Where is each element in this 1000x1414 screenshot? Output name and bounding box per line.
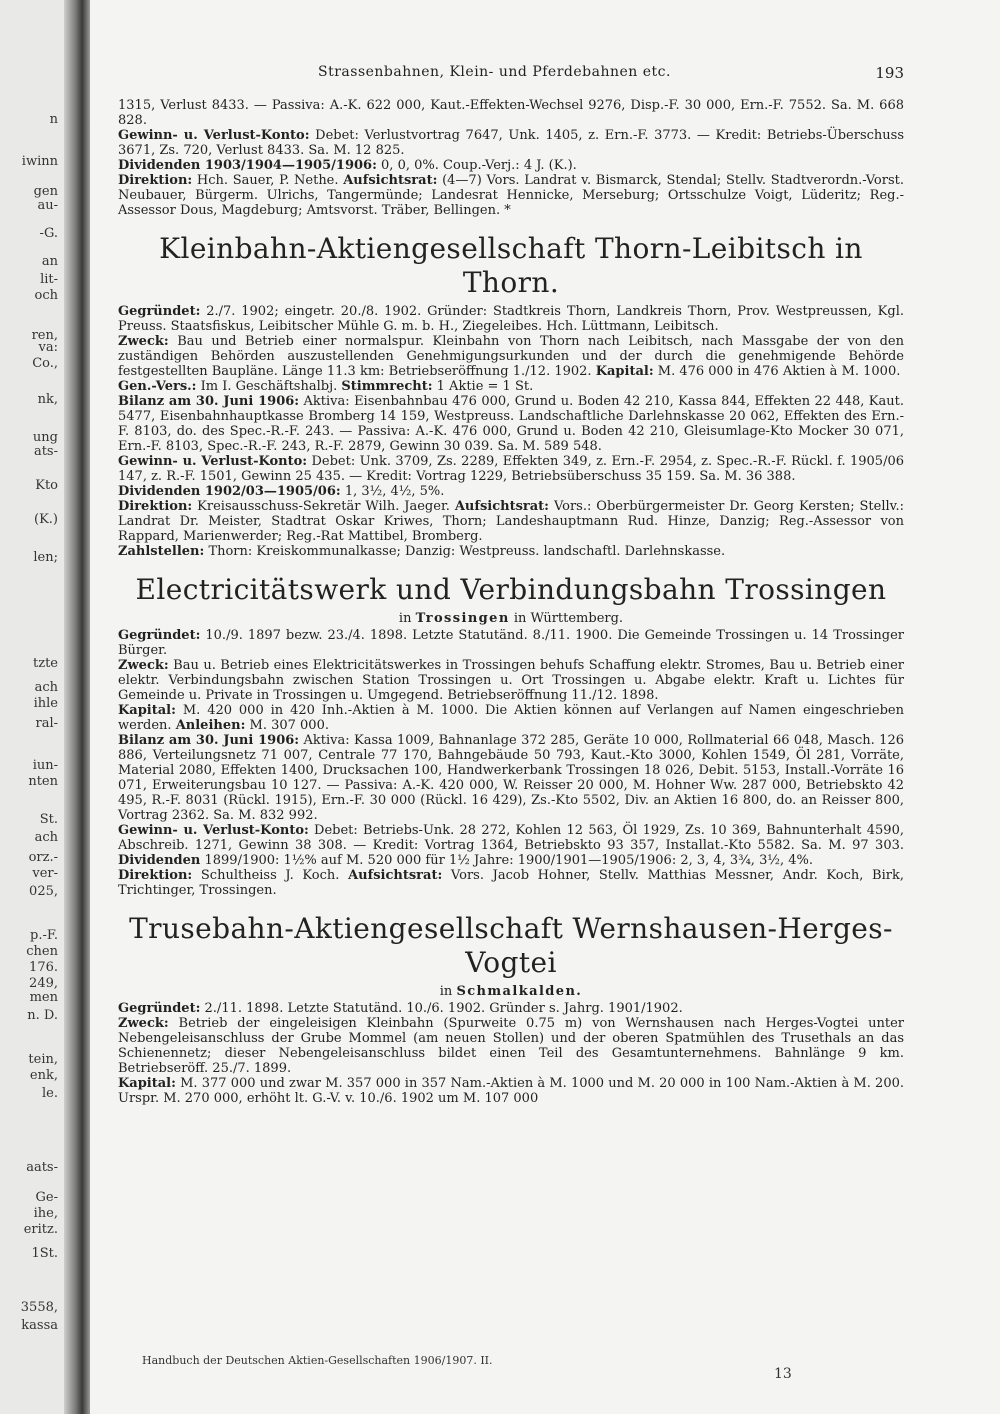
margin-fragment: 3558, [20, 1300, 58, 1315]
facing-page-fragments [0, 0, 62, 1414]
paragraph: Direktion: Kreisausschuss-Sekretär Wilh. Jaeger. Aufsichtsrat: Vors.: Oberbürgermeister Dr. Georg Kersten; Stellv.: Landrat Dr. Meister, Stadtrat Oskar Kriwes, Thorn; Landeshauptmann Rud. Hinze, Danzig; Reg.-Assessor von Rappard, Marienwerder; Reg.-Rat Mattibel, Bromberg. [118, 499, 904, 544]
margin-fragment: ung [32, 430, 58, 445]
margin-fragment: St. [39, 812, 58, 827]
margin-fragment: iun- [32, 758, 58, 773]
margin-fragment: men [29, 990, 58, 1005]
margin-fragment: Ge- [35, 1190, 58, 1205]
margin-fragment: 249, [29, 976, 58, 991]
page [118, 0, 906, 1414]
page-number: 193 [875, 64, 904, 82]
margin-fragment: kassa [21, 1318, 58, 1333]
margin-fragment: 1St. [31, 1246, 58, 1261]
margin-fragment: ats- [33, 444, 58, 459]
margin-fragment: p.-F. [30, 928, 58, 943]
margin-fragment: an [41, 254, 58, 269]
paragraph: Kapital: M. 420 000 in 420 Inh.-Aktien à M. 1000. Die Aktien können auf Verlangen auf Namen eingeschrieben werden. Anleihen: M. 307 000. [118, 703, 904, 733]
margin-fragment: iwinn [21, 154, 58, 169]
margin-fragment: -G. [39, 226, 58, 241]
margin-fragment: ihle [33, 696, 58, 711]
paragraph: Direktion: Schultheiss J. Koch. Aufsichtsrat: Vors. Jacob Hohner, Stellv. Matthias Messner, Andr. Koch, Birk, Trichtinger, Trossingen. [118, 868, 904, 898]
margin-fragment: n [49, 112, 58, 127]
margin-fragment: chen [26, 944, 58, 959]
margin-fragment: nten [28, 774, 58, 789]
paragraph: Gegründet: 10./9. 1897 bezw. 23./4. 1898. Letzte Statutänd. 8./11. 1900. Die Gemeinde Trossingen u. 14 Trossinger Bürger. [118, 628, 905, 658]
paragraph: Gewinn- u. Verlust-Konto: Debet: Verlustvortrag 7647, Unk. 1405, z. Ern.-F. 3773. — Kredit: Betriebs-Überschuss 3671, Zs. 720, Verlust 8433. Sa. M. 12 825. [118, 128, 904, 158]
margin-fragment: orz.- [28, 850, 58, 865]
paragraph: Bilanz am 30. Juni 1906: Aktiva: Kassa 1009, Bahnanlage 372 285, Geräte 10 000, Rollmaterial 66 048, Masch. 126 886, Verteilungsnetz 71 007, Centrale 77 170, Bahngebäude 50 793, Kaut.-Kto 3000, Kohlen 1549, Öl 281, Vorräte, Material 2080, Effekten 1400, Drucksachen 100, Handwerkerbank Trossingen 18 026, Debit. 5153, Install.-Vorräte 16 071, Erweiterungsbau 10 127. — Passiva: A.-K. 420 000, W. Reisser 20 000, M. Hohner Ww. 287 000, Betriebskto 42 495, R.-F. 8031 (Rückl. 1915), Ern.-F. 30 000 (Rückl. 16 429), Zs.-Kto 5502, Div. an Aktien 16 800, do. an Reisser 800, Vortrag 2362. Sa. M. 832 992. [118, 733, 904, 823]
margin-fragment: nk, [37, 392, 58, 407]
paragraph: Gegründet: 2./11. 1898. Letzte Statutänd. 10./6. 1902. Gründer s. Jahrg. 1901/1902. [118, 1001, 683, 1016]
paragraph: Zweck: Bau und Betrieb einer normalspur. Kleinbahn von Thorn nach Leibitsch, nach Massgabe der von den zuständigen Behörden auszustellenden Genehmigungsurkunden und der durch die genehmigende Behörde festgestellten Baupläne. Länge 11.3 km: Betriebseröffnung 1./12. 1902. Kapital: M. 476 000 in 476 Aktien à M. 1000. [118, 334, 904, 379]
margin-fragment: lit- [40, 272, 58, 287]
paragraph: Gewinn- u. Verlust-Konto: Debet: Unk. 3709, Zs. 2289, Effekten 349, z. Ern.-F. 2954, z. Spec.-R.-F. Rückl. f. 1905/06 147, z. R.-F. 1501, Gewinn 25 435. — Kredit: Vortrag 1229, Betriebsüberschuss 35 159. Sa. M. 36 388. [118, 454, 904, 484]
section-title: Trusebahn-Aktiengesellschaft Wernshausen-Herges-Vogtei [129, 912, 893, 979]
running-title: Strassenbahnen, Klein- und Pferdebahnen etc. [318, 64, 671, 80]
section-title: Kleinbahn-Aktiengesellschaft Thorn-Leibitsch in Thorn. [159, 232, 863, 299]
margin-fragment: eritz. [23, 1222, 58, 1237]
paragraph: Gegründet: 2./7. 1902; eingetr. 20./8. 1902. Gründer: Stadtkreis Thorn, Landkreis Thorn, Prov. Westpreussen, Kgl. Preuss. Staatsfiskus, Leibitscher Mühle G. m. b. H., Ziegeleibes. Hch. Lüttmann, Leibitsch. [118, 304, 904, 334]
margin-fragment: tzte [33, 656, 58, 671]
margin-fragment: tein, [28, 1052, 58, 1067]
margin-fragment: ach [34, 830, 58, 845]
paragraph: Zweck: Betrieb der eingeleisigen Kleinbahn (Spurweite 0.75 m) von Wernshausen nach Herges-Vogtei unter Nebengeleisanschluss der Grube Mommel (am neuen Stollen) und der oberen Spatmühlen des Trusethals an das Schienennetz; dieser Nebengeleisanschluss bildet einen Teil des Gesamtunternehmens. Bahnlänge 9 km. Betriebseröff. 25./7. 1899. [118, 1016, 904, 1076]
section-subtitle: in Schmalkalden. [439, 984, 583, 999]
margin-fragment: ral- [35, 716, 58, 731]
paragraph: Dividenden 1902/03—1905/06: 1, 3½, 4½, 5%. [118, 484, 445, 499]
footer-text: Handbuch der Deutschen Aktien-Gesellschaften 1906/1907. II. [142, 1354, 493, 1367]
margin-fragment: n. D. [27, 1008, 58, 1023]
margin-fragment: enk, [29, 1068, 58, 1083]
section-subtitle: in Trossingen in Württemberg. [398, 611, 624, 626]
margin-fragment: 025, [29, 884, 58, 899]
margin-fragment: ren, [31, 328, 58, 343]
margin-fragment: ver- [32, 866, 58, 881]
margin-fragment: len; [33, 550, 58, 565]
margin-fragment: Co., [32, 356, 58, 371]
paragraph: Zweck: Bau u. Betrieb eines Elektricitätswerkes in Trossingen behufs Schaffung elektr. Stromes, Bau u. Betrieb einer elektr. Verbindungsbahn zwischen Station Trossingen u. Ort Trossingen u. Abgabe elektr. Kraft u. Lichtes für Gemeinde u. Private in Trossingen u. Umgegend. Betriebseröffnung 11./12. 1898. [118, 658, 904, 703]
margin-fragment: gen [33, 184, 58, 199]
margin-fragment: (K.) [34, 512, 58, 527]
margin-fragment: va: [38, 340, 58, 355]
section-title: Electricitätswerk und Verbindungsbahn Trossingen [135, 573, 887, 606]
signature-mark: 13 [774, 1366, 792, 1382]
paragraph: Dividenden 1903/1904—1905/1906: 0, 0, 0%. Coup.-Verj.: 4 J. (K.). [118, 158, 577, 173]
margin-fragment: au- [37, 198, 58, 213]
paragraph: 1315, Verlust 8433. — Passiva: A.-K. 622 000, Kaut.-Effekten-Wechsel 9276, Disp.-F. 30 000, Ern.-F. 7552. Sa. M. 668 828. [118, 98, 904, 128]
running-header [118, 64, 906, 84]
paragraph: Gewinn- u. Verlust-Konto: Debet: Betriebs-Unk. 28 272, Kohlen 12 563, Öl 1929, Zs. 10 369, Bahnunterhalt 4590, Abschreib. 1271, Gewinn 38 308. — Kredit: Vortrag 1364, Betriebskto 93 357, Installat.-Kto 5582. Sa. M. 97 303. Dividenden 1899/1900: 1½% auf M. 520 000 für 1½ Jahre: 1900/1901—1905/1906: 2, 3, 4, 3¾, 3½, 4%. [118, 823, 904, 868]
margin-fragment: 176. [29, 960, 58, 975]
page-footer [142, 1354, 902, 1382]
paragraph: Bilanz am 30. Juni 1906: Aktiva: Eisenbahnbau 476 000, Grund u. Boden 42 210, Kassa 844, Effekten 22 448, Kaut. 5477, Eisenbahnhauptkasse Bromberg 14 159, Westpreuss. Landschaftliche Darlehnskasse 20 062, Effekten des Ern.-F. 8103, do. des Spec.-R.-F. 243. — Passiva: A.-K. 476 000, Grund u. Boden 42 210, Gleisumlage-Kto Mocker 30 071, Ern.-F. 8103, Spec.-R.-F. 243, R.-F. 2879, Gewinn 30 039. Sa. M. 589 548. [118, 394, 904, 454]
paragraph: Gen.-Vers.: Im I. Geschäftshalbj. Stimmrecht: 1 Aktie = 1 St. [118, 379, 534, 394]
margin-fragment: och [34, 288, 58, 303]
margin-fragment: ach [34, 680, 58, 695]
book-spine [64, 0, 90, 1414]
page-body [118, 98, 904, 1106]
paragraph: Kapital: M. 377 000 und zwar M. 357 000 in 357 Nam.-Aktien à M. 1000 und M. 20 000 in 100 Nam.-Aktien à M. 200. Urspr. M. 270 000, erhöht lt. G.-V. v. 10./6. 1902 um M. 107 000 [118, 1076, 904, 1106]
margin-fragment: Kto [35, 478, 58, 493]
margin-fragment: le. [42, 1086, 58, 1101]
margin-fragment: ihe, [33, 1206, 58, 1221]
paragraph: Direktion: Hch. Sauer, P. Nethe. Aufsichtsrat: (4—7) Vors. Landrat v. Bismarck, Stendal; Stellv. Stadtverordn.-Vorst. Neubauer, Bürgerm. Ulrichs, Tangermünde; Landesrat Hennicke, Merseburg; Ortsschulze Voigt, Lüderitz; Reg.-Assessor Dous, Magdeburg; Amtsvorst. Träber, Bellingen. * [118, 173, 904, 218]
paragraph: Zahlstellen: Thorn: Kreiskommunalkasse; Danzig: Westpreuss. landschaftl. Darlehnskasse. [118, 544, 726, 559]
margin-fragment: aats- [26, 1160, 58, 1175]
